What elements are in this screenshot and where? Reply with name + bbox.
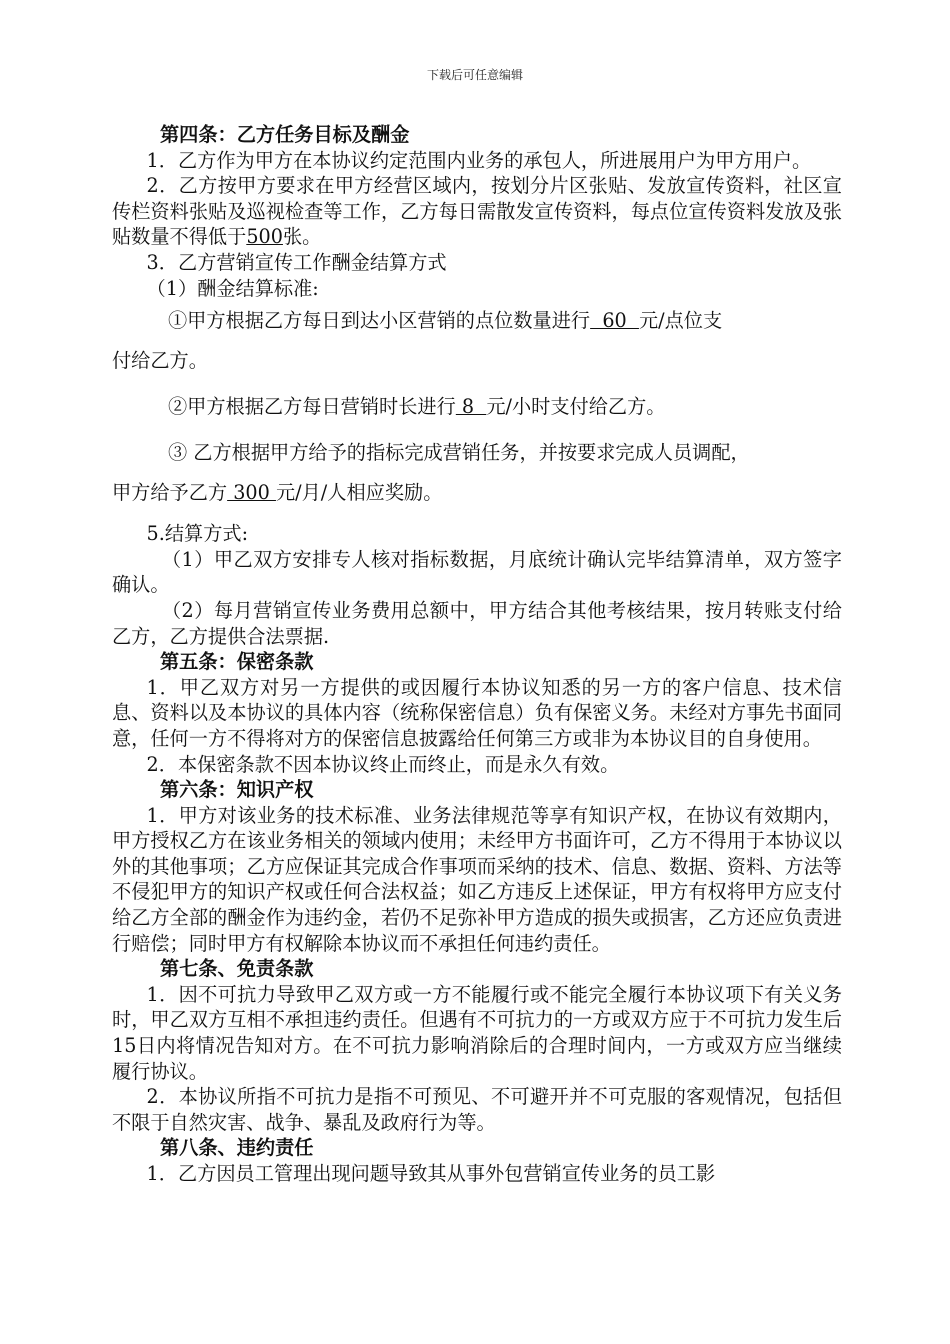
compensation-item-3: ③ 乙方根据甲方给予的指标完成营销任务，并按要求完成人员调配， [168,441,750,465]
article-6-para-1: 1．甲方对该业务的技术标准、业务法律规范等享有知识产权，在协议有效期内，甲方授权乙方在该业务相关的领域内使用；未经甲方书面许可，乙方不得用于本协议以外的其他事项；乙方应保证其完成合作事项而采纳的技术、信息、数据、资料、方法等不侵犯甲方的知识产权或任何合法权益；如乙方违反上述保证，甲方有权将甲方应支付给乙方全部的酬金作为违约金，若仍不足弥补甲方造成的损失或损害，乙方还应负责进行赔偿；同时甲方有权解除本协议而不承担任何违约责任。 [112,803,842,955]
article-7-para-2: 2．本协议所指不可抗力是指不可预见、不可避开并不可克服的客观情况，包括但不限于自然灾害、战争、暴乱及政府行为等。 [112,1085,842,1134]
settlement-item-1: （1）甲乙双方安排专人核对指标数据，月底统计确认完毕结算清单，双方签字确认。 [112,547,842,597]
article-4-para-3-1: （1）酬金结算标准: [146,276,319,300]
article-4-para-2 [112,173,842,250]
article-4-para-3: 3．乙方营销宣传工作酬金结算方式 [146,250,447,274]
article-8-title: 第八条、违约责任 [160,1136,314,1160]
article-5-para-1: 1．甲乙双方对另一方提供的或因履行本协议知悉的另一方的客户信息、技术信息、资料以及本协议的具体内容（统称保密信息）负有保密义务。未经对方事先书面同意，任何一方不得将对方的保密信息披露给任何第三方或非为本协议目的自身使用。 [112,675,842,750]
compensation-item-2-unit: 元/小时支付给乙方。 [486,395,666,419]
compensation-item-2 [112,387,842,427]
article-8-para-1: 1．乙方因员工管理出现问题导致其从事外包营销宣传业务的员工影 [146,1162,716,1185]
compensation-item-1-cont: 付给乙方。 [112,349,208,373]
compensation-item-3-text: 甲方给予乙方 [112,481,228,505]
compensation-item-1-unit: 元/点位支 [638,309,723,333]
article-4-para-2-text: 2．乙方按甲方要求在甲方经营区域内，按划分片区张贴、发放宣传资料，社区宣传栏资料张贴及巡视检查等工作，乙方每日需散发宣传资料，每点位宣传资料发放及张贴数量不得低于 [112,174,842,249]
settlement-heading: 5.结算方式: [146,522,249,546]
article-5-title: 第五条：保密条款 [160,650,314,674]
compensation-item-1 [112,301,842,341]
article-7-title: 第七条、免责条款 [160,957,314,981]
article-6-title: 第六条：知识产权 [160,778,314,802]
reward-per-person: 300 [227,481,276,505]
article-4-para-2-end: 张。 [282,225,322,249]
article-7-para-1: 1．因不可抗力导致甲乙双方或一方不能履行或不能完全履行本协议项下有关义务时，甲乙双方互相不承担违约责任。但遇有不可抗力的一方或双方应于不可抗力发生后15日内将情况告知对方。在不可抗力影响消除后的合理时间内，一方或双方应当继续履行协议。 [112,982,842,1083]
compensation-item-3-unit: 元/月/人相应奖励。 [275,481,443,505]
settlement-item-2: （2）每月营销宣传业务费用总额中，甲方结合其他考核结果，按月转账支付给乙方，乙方提供合法票据. [112,598,842,648]
compensation-item-2-text: ②甲方根据乙方每日营销时长进行 [168,395,456,419]
article-4-title: 第四条：乙方任务目标及酬金 [160,123,410,146]
rate-per-hour: 8 [455,395,487,419]
page-header: 下载后可任意编辑 [426,68,523,82]
article-4-para-1: 1．乙方作为甲方在本协议约定范围内业务的承包人，所进展用户为甲方用户。 [146,148,812,172]
article-5-para-2: 2．本保密条款不因本协议终止而终止，而是永久有效。 [146,752,620,776]
leaflet-quantity: 500 [246,225,283,249]
document-body [112,122,842,1187]
compensation-item-1-text: ①甲方根据乙方每日到达小区营销的点位数量进行 [168,309,591,333]
rate-per-point: 60 [590,309,639,333]
compensation-item-3-cont [112,473,842,513]
